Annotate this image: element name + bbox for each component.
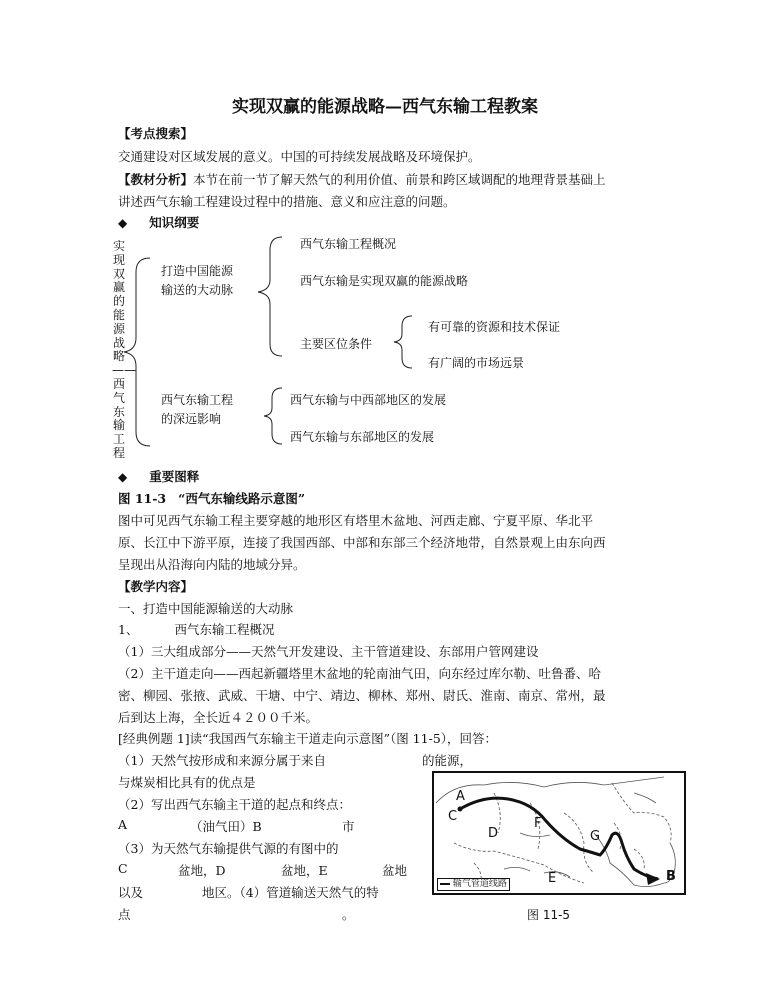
page-title: 实现双赢的能源战略—西气东输工程教案 [232,97,538,117]
bullet-diamond-icon: ◆ [118,470,128,484]
branch1-item-3: 主要区位条件 [300,337,373,351]
map-drawing [434,773,684,893]
figure-desc-1: 图中可见西气东输工程主要穿越的地形区有塔里木盆地、河西走廊、宁夏平原、华北平 [118,513,594,528]
example-q4-end: 。 [342,907,355,922]
map-letter-d: D [488,826,499,841]
content-item1 [118,620,274,638]
figure-desc-3: 呈现出从沿海向内陆的地域分异。 [118,557,306,572]
branch2-item-2: 西气东输与东部地区的发展 [290,430,435,444]
example-q1b: 的能源， [422,753,473,768]
content-heading: 【教学内容】 [118,579,194,594]
branch1-brace [258,237,282,356]
content-p2-3: 后到达上海，全长近４２００千米。 [118,710,319,725]
example-q3-basin2: 盆地，E [281,863,328,878]
bullet-diamond-icon: ◆ [118,216,128,230]
pipeline-arrow-icon [646,873,660,885]
zhishi-heading: 知识纲要 [149,215,200,230]
figures-heading: 重要图释 [149,469,200,484]
map-letter-b: B [666,869,676,884]
content-part1: 一、打造中国能源输送的大动脉 [118,601,294,616]
pipeline-map [432,771,686,895]
example-q1a: （1）天然气按形成和来源分属于来自 [118,753,326,768]
figure-title: “西气东输线路示意图” [178,491,306,506]
legend-label: 输气管道线路 [452,879,507,889]
example-q3-c: C [118,861,128,876]
branch2-brace [264,388,282,444]
example-q3-region: 地区。（4）管道输送天然气的特 [202,885,379,900]
map-legend [437,878,510,891]
branch1-label-2: 输送的大动脉 [161,283,234,297]
example-q2-city: 市 [342,819,355,834]
example-q3-basin3: 盆地 [382,863,408,878]
branch2-label-1: 西气东输工程 [161,393,234,407]
branch2-item-1: 西气东输与中西部地区的发展 [290,393,447,407]
example-q2: （2）写出西气东输主干道的起点和终点： [118,797,351,812]
map-letter-f: F [534,816,542,831]
branch1-item-1: 西气东输工程概况 [300,237,397,251]
map-letter-a: A [456,789,465,804]
example-q3-basin1: 盆地，D [178,863,226,878]
map-caption: 图 11-5 [527,908,571,922]
example-q2-oil: （油气田）B [190,819,262,834]
map-letter-c: C [448,809,458,824]
item1-number: 1、 [118,622,139,637]
figure-desc-2: 原、长江中下游平原，连接了我国西部、中部和东部三个经济地带，自然景观上由东向西 [118,535,606,550]
branch2-label-2: 的深远影响 [161,412,222,426]
content-p2-2: 密、柳园、张掖、武威、干塘、中宁、靖边、柳林、郑州、尉氏、淮南、南京、常州，最 [118,688,606,703]
map-letter-g: G [590,829,601,844]
example-q3: （3）为天然气东输提供气源的有图中的 [118,841,339,856]
jiaocai-line2: 讲述西气东输工程建设过程中的措施、意义和应注意的问题。 [118,194,456,209]
main-brace [124,258,150,446]
kaodian-text: 交通建设对区域发展的意义。中国的可持续发展战略及环境保护。 [118,149,481,164]
conditions-brace [394,316,412,368]
condition-1: 有可靠的资源和技术保证 [428,320,561,334]
figures-heading-line [118,467,199,485]
content-p1: （1）三大组成部分——天然气开发建设、主干管道建设、东部用户管网建设 [118,644,539,659]
example-q2-a: A [118,817,128,832]
content-p2-1: （2）主干道走向——西起新疆塔里木盆地的轮南油气田，向东经过库尔勒、吐鲁番、哈 [118,666,601,681]
jiaocai-heading: 【教材分析】 [118,172,194,187]
map-letter-e: E [548,871,557,886]
branch1-label-1: 打造中国能源 [161,264,234,278]
figure-title-line [118,489,305,507]
figure-label: 图 11-3 [118,491,167,506]
kaodian-heading: 【考点搜索】 [118,126,194,141]
example-intro: [经典例题 1]读“我国西气东输主干道走向示意图”（图 11-5），回答： [118,731,498,746]
outline-vertical-title: 实现双赢的能源战略——西气东输工程 [112,239,136,460]
point-a-marker [458,807,463,812]
item1-text: 西气东输工程概况 [174,622,275,637]
example-q4-dot: 点 [118,907,131,922]
branch1-item-2: 西气东输是实现双赢的能源战略 [300,274,469,288]
example-q1c: 与煤炭相比具有的优点是 [118,775,256,790]
jiaocai-text-1: 本节在前一节了解天然气的利用价值、前景和跨区域调配的地理背景基础上 [193,172,606,187]
condition-2: 有广阔的市场远景 [428,356,525,370]
legend-line-icon [440,883,450,885]
example-q3-and: 以及 [118,885,144,900]
